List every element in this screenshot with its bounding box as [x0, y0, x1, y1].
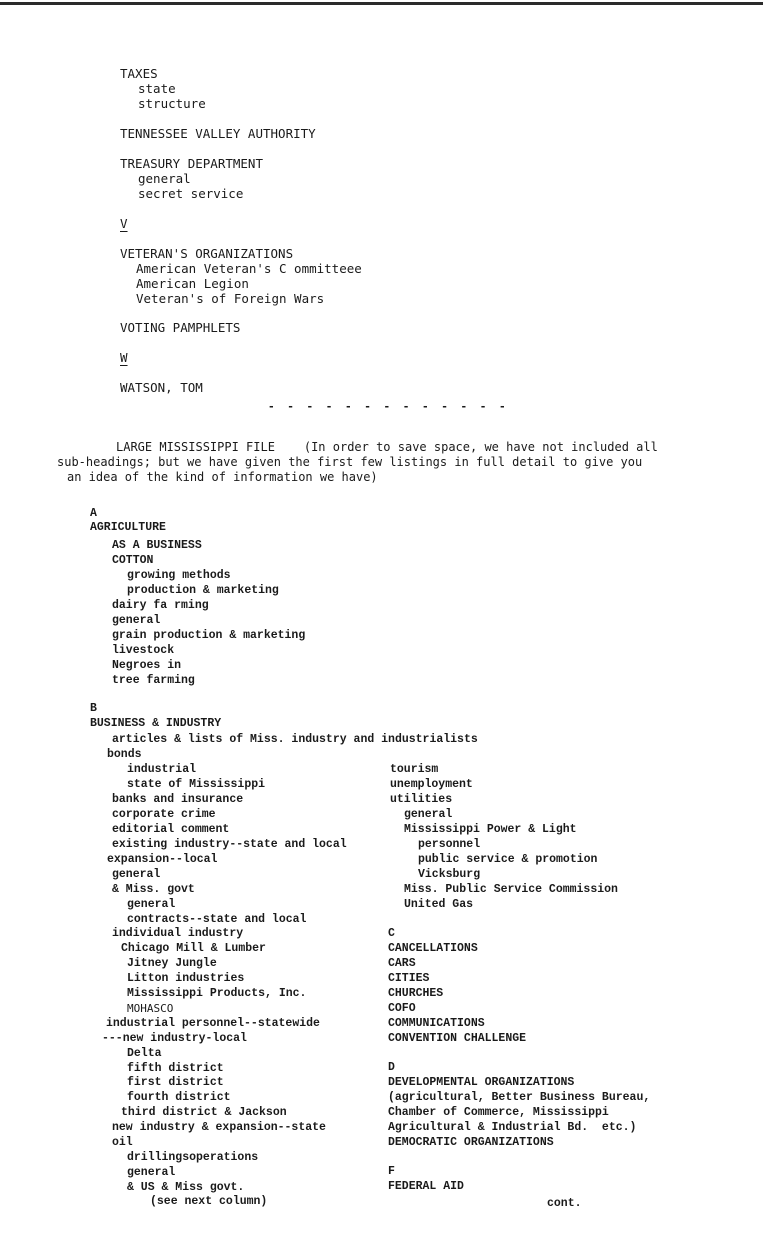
letter-a: A — [90, 507, 97, 520]
veterans-item-1: American Legion — [136, 276, 249, 291]
biz-item-6: editorial comment — [112, 823, 230, 836]
c-item-1: CARS — [388, 957, 416, 970]
letter-f: F — [388, 1165, 395, 1178]
veterans-item-2: Veteran's of Foreign Wars — [136, 291, 325, 306]
biz-item-2: industrial — [127, 763, 197, 776]
biz-item-15: Jitney Jungle — [127, 957, 217, 970]
agri-item-4: dairy fa rming — [112, 599, 209, 612]
letter-d: D — [388, 1061, 395, 1074]
c-item-6: CONVENTION CHALLENGE — [388, 1032, 527, 1045]
biz-item-1: bonds — [107, 748, 142, 761]
treasury-heading: TREASURY DEPARTMENT — [120, 156, 263, 171]
top-rule — [0, 2, 763, 5]
agri-item-2: growing methods — [127, 569, 231, 582]
biz-item-23: first district — [127, 1076, 224, 1089]
voting-heading: VOTING PAMPHLETS — [120, 320, 241, 335]
agri-item-7: livestock — [112, 644, 175, 657]
agri-item-6: grain production & marketing — [112, 629, 306, 642]
c-item-3: CHURCHES — [388, 987, 444, 1000]
veterans-heading: VETERAN'S ORGANIZATIONS — [120, 246, 294, 261]
biz-item-3: state of Mississippi — [127, 778, 266, 791]
c-item-2: CITIES — [388, 972, 430, 985]
intro-line-2: sub-headings; but we have given the first few listings in full detail to give you — [57, 455, 643, 469]
intro-line-3: an idea of the kind of information we have) — [67, 470, 378, 484]
biz-item-29: general — [127, 1166, 176, 1179]
c-item-0: CANCELLATIONS — [388, 942, 478, 955]
biz-item-5: corporate crime — [112, 808, 216, 821]
biz-item-19: industrial personnel--statewide — [106, 1017, 320, 1030]
f-item-0: FEDERAL AID — [388, 1180, 464, 1193]
biz-item-30: & US & Miss govt. — [127, 1181, 245, 1194]
section-divider: - - - - - - - - - - - - - — [268, 400, 509, 413]
biz-item-28: drillingsoperations — [127, 1151, 259, 1164]
treasury-item-general: general — [138, 171, 191, 186]
d-item-0: DEVELOPMENTAL ORGANIZATIONS — [388, 1076, 575, 1089]
treasury-item-secret-service: secret service — [138, 186, 244, 201]
taxes-heading: TAXES — [120, 66, 158, 81]
right-item-4: Mississippi Power & Light — [404, 823, 577, 836]
business-heading: BUSINESS & INDUSTRY — [90, 717, 222, 730]
d-item-3: Agricultural & Industrial Bd. etc.) — [388, 1121, 637, 1134]
veterans-item-0: American Veteran's C ommitteee — [136, 261, 362, 276]
agri-item-3: production & marketing — [127, 584, 279, 597]
biz-item-13: individual industry — [112, 927, 244, 940]
biz-item-20: ---new industry-local — [102, 1032, 247, 1045]
biz-item-7: existing industry--state and local — [112, 838, 347, 851]
biz-item-11: general — [127, 898, 176, 911]
right-item-8: Miss. Public Service Commission — [404, 883, 618, 896]
agriculture-heading: AGRICULTURE — [90, 521, 166, 534]
right-item-3: general — [404, 808, 453, 821]
biz-item-0: articles & lists of Miss. industry and industrialists — [112, 733, 478, 746]
biz-item-4: banks and insurance — [112, 793, 244, 806]
biz-item-8: expansion--local — [107, 853, 218, 866]
biz-item-9: general — [112, 868, 161, 881]
agri-item-0: AS A BUSINESS — [112, 539, 202, 552]
biz-item-18: MOHASCO — [127, 1002, 174, 1015]
biz-item-26: new industry & expansion--state — [112, 1121, 326, 1134]
right-item-1: unemployment — [390, 778, 473, 791]
biz-item-14: Chicago Mill & Lumber — [121, 942, 266, 955]
right-item-6: public service & promotion — [418, 853, 598, 866]
biz-item-27: oil — [112, 1136, 133, 1149]
agri-item-9: tree farming — [112, 674, 195, 687]
right-item-9: United Gas — [404, 898, 474, 911]
letter-c: C — [388, 927, 395, 940]
biz-item-22: fifth district — [127, 1062, 224, 1075]
c-item-4: COFO — [388, 1002, 416, 1015]
right-item-7: Vicksburg — [418, 868, 481, 881]
right-item-2: utilities — [390, 793, 453, 806]
agri-item-5: general — [112, 614, 161, 627]
biz-item-31: (see next column) — [150, 1195, 268, 1208]
d-item-2: Chamber of Commerce, Mississippi — [388, 1106, 609, 1119]
biz-item-21: Delta — [127, 1047, 162, 1060]
continued-note: cont. — [547, 1197, 582, 1210]
letter-v: V — [120, 216, 128, 231]
letter-w: W — [120, 350, 128, 365]
right-item-0: tourism — [390, 763, 439, 776]
biz-item-24: fourth district — [127, 1091, 231, 1104]
d-item-4: DEMOCRATIC ORGANIZATIONS — [388, 1136, 554, 1149]
d-item-1: (agricultural, Better Business Bureau, — [388, 1091, 651, 1104]
biz-item-12: contracts--state and local — [127, 913, 307, 926]
right-item-5: personnel — [418, 838, 481, 851]
biz-item-16: Litton industries — [127, 972, 245, 985]
tva-heading: TENNESSEE VALLEY AUTHORITY — [120, 126, 316, 141]
c-item-5: COMMUNICATIONS — [388, 1017, 485, 1030]
watson-heading: WATSON, TOM — [120, 380, 203, 395]
biz-item-17: Mississippi Products, Inc. — [127, 987, 307, 1000]
agri-item-8: Negroes in — [112, 659, 182, 672]
taxes-item-state: state — [138, 81, 176, 96]
biz-item-25: third district & Jackson — [121, 1106, 287, 1119]
letter-b: B — [90, 702, 97, 715]
agri-item-1: COTTON — [112, 554, 154, 567]
intro-line-1: LARGE MISSISSIPPI FILE (In order to save space, we have not included all — [116, 440, 658, 454]
biz-item-10: & Miss. govt — [112, 883, 195, 896]
taxes-item-structure: structure — [138, 96, 206, 111]
